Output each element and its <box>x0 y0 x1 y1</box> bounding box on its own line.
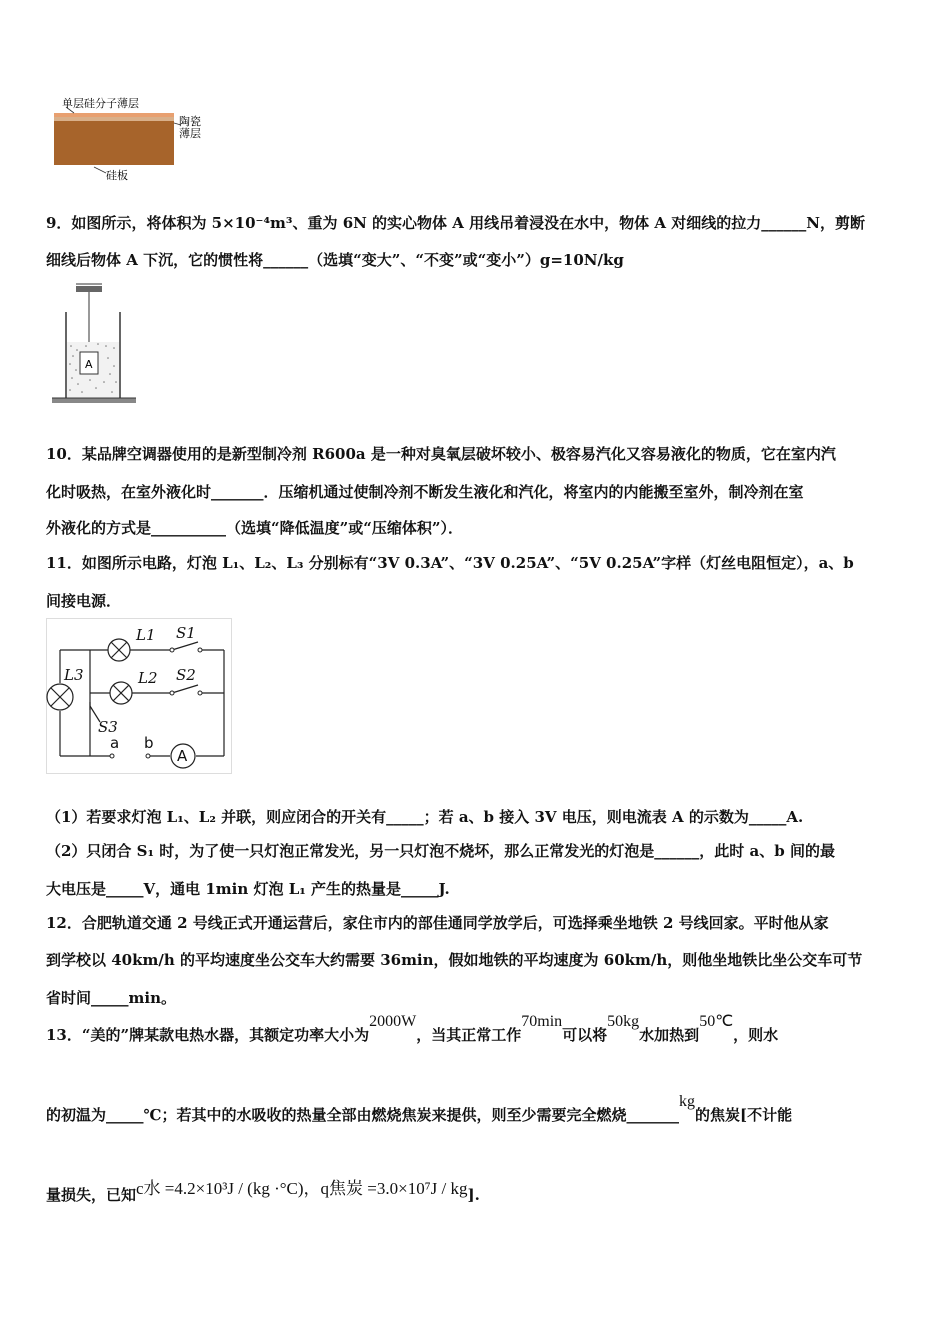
top-layer-label: 单层硅分子薄层 <box>62 97 139 110</box>
q12-line1: 12．合肥轨道交通 2 号线正式开通运营后，家住市内的部佳通同学放学后，可选择乘坐地铁 2 号线回家。平时他从家 <box>46 914 829 932</box>
label-b: b <box>144 734 154 752</box>
ceramic-label-1: 陶瓷 <box>179 115 201 128</box>
q10-line1: 10．某品牌空调器使用的是新型制冷剂 R600a 是一种对臭氧层破坏较小、极容易汽化又容易液化的物质，它在室内汽 <box>46 445 836 463</box>
layer-diagram <box>46 95 216 187</box>
q13-part-d: 水加热到 <box>639 1026 700 1044</box>
q13-time: 70min <box>521 1013 563 1030</box>
q9-line2: 细线后物体 A 下沉，它的惯性将______（选填“变大”、“不变”或“变小”）g=10N/kg <box>46 251 624 269</box>
q11-line2: 间接电源． <box>46 592 122 610</box>
q13-line2-b: 的焦炭[不计能 <box>694 1106 793 1124</box>
q13-temp: 50℃ <box>699 1013 734 1030</box>
label-l3: L3 <box>64 666 84 684</box>
q13-line1 <box>46 1013 779 1045</box>
q11-sub1: （1）若要求灯泡 L₁、L₂ 并联，则应闭合的开关有_____；若 a、b 接入 3V 电压，则电流表 A 的示数为_____A. <box>46 808 804 826</box>
label-l2: L2 <box>138 669 158 687</box>
q13-line2-a: 的初温为_____℃；若其中的水吸收的热量全部由燃烧焦炭来提供，则至少需要完全燃烧_______ <box>46 1106 679 1124</box>
q13-line2 <box>46 1093 793 1125</box>
q11-line1: 11．如图所示电路，灯泡 L₁、L₂、L₃ 分别标有“3V 0.3A”、“3V 0.25A”、“5V 0.25A”字样（灯丝电阻恒定），a、b <box>46 554 854 572</box>
q11-sub2-line1: （2）只闭合 S₁ 时，为了使一只灯泡正常发光，另一只灯泡不烧坏，那么正常发光的灯泡是______，此时 a、b 间的最 <box>46 842 835 860</box>
label-l1: L1 <box>136 626 156 644</box>
block-a-label: A <box>85 358 93 371</box>
q13-line3 <box>46 1180 480 1205</box>
label-s3: S3 <box>98 718 118 736</box>
q11-sub2-line2: 大电压是_____V，通电 1min 灯泡 L₁ 产生的热量是_____J. <box>46 880 450 898</box>
ceramic-label-2: 薄层 <box>179 127 201 140</box>
q10-line3: 外液化的方式是__________（选填“降低温度”或“压缩体积”）． <box>46 519 464 537</box>
circuit-diagram <box>46 618 232 774</box>
beaker-diagram <box>46 282 146 410</box>
q13-q-formula: q焦炭 =3.0×10⁷J / kg <box>320 1179 468 1198</box>
q13-part-b: ，当其正常工作 <box>416 1026 522 1044</box>
q13-part-e: ，则水 <box>733 1026 779 1044</box>
q9-line1: 9．如图所示，将体积为 5×10⁻⁴m³、重为 6N 的实心物体 A 用线吊着浸没在水中，物体 A 对细线的拉力______N，剪断 <box>46 214 865 232</box>
q13-c-formula: c水 =4.2×10³J / (kg ·°C)， <box>136 1179 321 1198</box>
q13-power: 2000W <box>369 1013 417 1030</box>
q13-line3-a: 量损失，已知 <box>46 1186 137 1204</box>
label-a: a <box>110 734 120 752</box>
q12-line3: 省时间_____min。 <box>46 989 176 1007</box>
q13-mass: 50kg <box>607 1013 640 1030</box>
q10-line2: 化时吸热，在室外液化时_______．压缩机通过使制冷剂不断发生液化和汽化，将室内的内能搬至室外，制冷剂在室 <box>46 483 804 501</box>
q13-unit-kg: kg <box>678 1093 695 1110</box>
label-s2: S2 <box>176 666 196 684</box>
q13-part-c: 可以将 <box>562 1026 608 1044</box>
silicon-board-label: 硅板 <box>106 169 128 182</box>
q13-part-a: 13．“美的”牌某款电热水器，其额定功率大小为 <box>46 1026 370 1044</box>
q13-line3-b: ]. <box>467 1186 480 1204</box>
q12-line2: 到学校以 40km/h 的平均速度坐公交车大约需要 36min，假如地铁的平均速度为 60km/h，则他坐地铁比坐公交车可节 <box>46 951 863 969</box>
label-s1: S1 <box>176 624 196 642</box>
ammeter-label: A <box>177 747 188 765</box>
